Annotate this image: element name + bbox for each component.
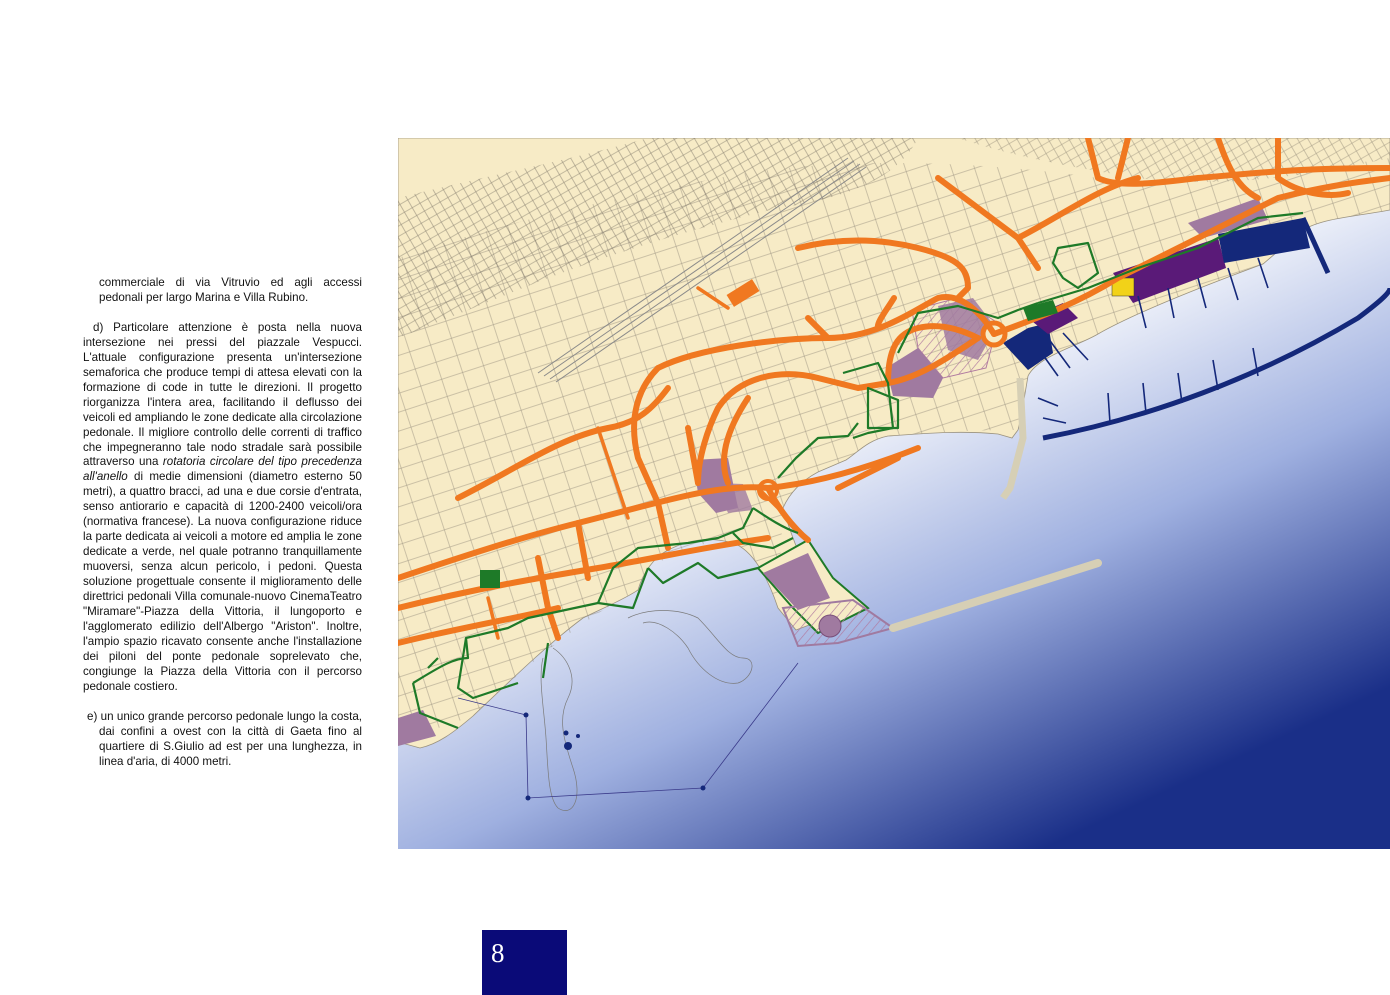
paragraph-d <box>83 321 362 695</box>
paragraph-d-text-1: d) Particolare attenzione è posta nella nuova intersezione nei pressi del piazzale Vespucci. L'attuale configurazione presenta un'intersezione semaforica che produce tempi di attesa elevati con la formazione di code in tutte le direzioni. Il progetto riorganizza l'intera area, facilitando il deflusso dei veicoli ed ampliando le zone dedicate alla circolazione pedonale. Il migliore controllo delle correnti di traffico che impegneranno tale nodo stradale sarà possibile attraverso una <box>83 320 362 469</box>
pier-circle <box>819 615 841 637</box>
page-number-box <box>482 930 567 995</box>
urban-plan-map <box>398 138 1390 849</box>
body-text <box>83 276 362 770</box>
paragraph-e: e) un unico grande percorso pedonale lungo la costa, dai confini a ovest con la città di Gaeta fino al quartiere di S.Giulio ad est per una lunghezza, in linea d'aria, di 4000 metri. <box>87 709 362 768</box>
paragraph-c: commerciale di via Vitruvio ed agli accessi pedonali per largo Marina e Villa Rubino. <box>99 276 362 304</box>
paragraph-d-text-2: di medie dimensioni (diametro esterno 50 metri), a quattro bracci, ad una e due corsie d'entrata, senso antiorario e capacità di 1200-2400 veicoli/ora (normativa francese). La nuova configurazione riduce la parte dedicata ai veicoli a motore ed amplia le zone dedicate a verde, nel quale potranno tranquillamente muoversi, senza alcun pericolo, i pedoni. Questa soluzione progettuale consente il miglioramento delle direttrici pedonali Villa comunale-nuovo CinemaTeatro "Miramare"-Piazza della Vittoria, il lungoporto e l'agglomerato edilizio dell'Albergo "Ariston". Inoltre, l'ampio spazio ricavato consente anche l'installazione dei piloni del ponte pedonale soprelevato che, congiunge la Piazza della Vittoria con il percorso pedonale costiero. <box>83 470 362 693</box>
page-number: 8 <box>491 938 505 968</box>
green-area-west <box>480 570 500 588</box>
paragraph-d-italic: rotatoria circolare del tipo precedenza all'anello <box>83 455 363 484</box>
